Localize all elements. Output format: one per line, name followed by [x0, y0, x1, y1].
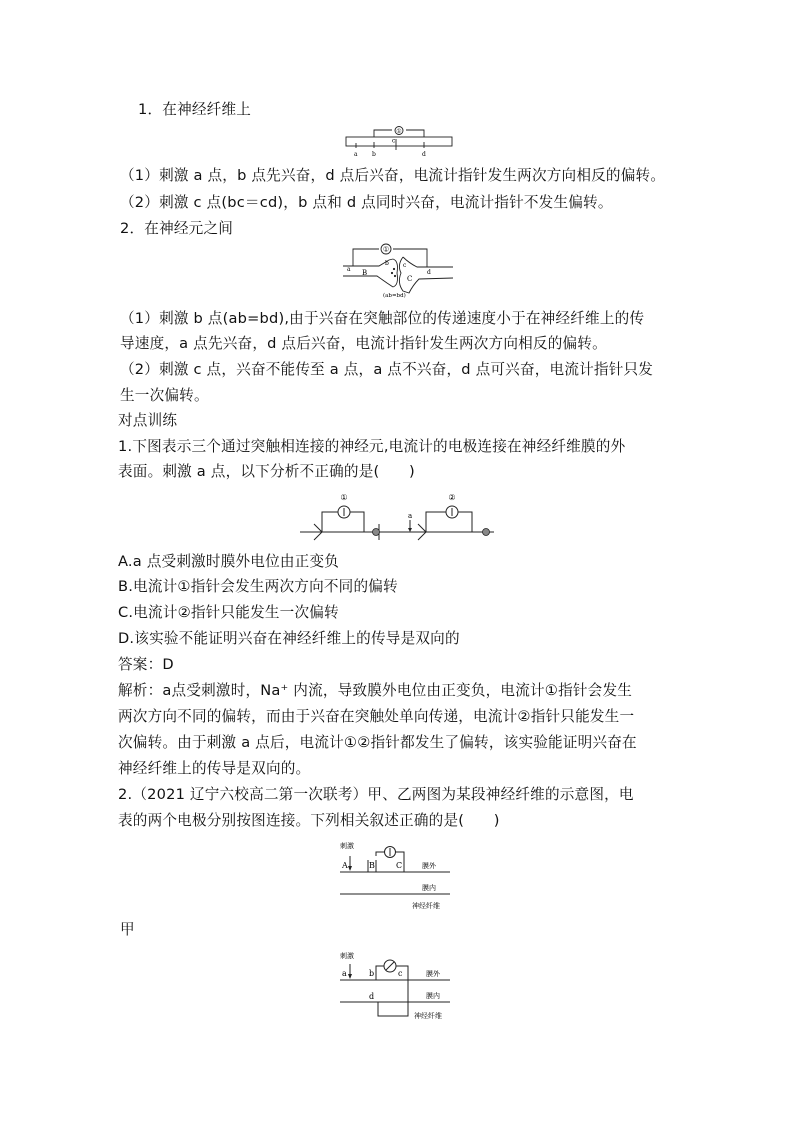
q2-line2: 表的两个电极分别按图连接。下列相关叙述正确的是( )	[118, 812, 500, 829]
figure-three-neurons	[298, 490, 494, 546]
q1-option-c: C.电流计②指针只能发生一次偏转	[118, 604, 339, 621]
meter-label: ①	[382, 245, 390, 254]
section2-p2-line1: （2）刺激 c 点，兴奋不能传至 a 点，a 点不兴奋，d 点可兴奋，电流计指针只发	[120, 361, 654, 378]
meter2-label: ②	[448, 493, 456, 502]
label-b: b	[372, 151, 376, 158]
label-c: c	[392, 137, 396, 145]
q1-option-d: D.该实验不能证明兴奋在神经纤维上的传导是双向的	[118, 630, 460, 647]
q1-analysis-line4: 神经纤维上的传导是双向的。	[118, 760, 311, 777]
label-B: B	[369, 861, 375, 870]
q1-analysis-line3: 次偏转。由于刺激 a 点后，电流计①②指针都发生了偏转，该实验能证明兴奋在	[118, 734, 637, 751]
label-inside: 膜内	[426, 992, 440, 1000]
figure-synapse-meter	[341, 243, 456, 299]
section1-line2: （2）刺激 c 点(bc＝cd)，b 点和 d 点同时兴奋，电流计指针不发生偏转。	[120, 194, 613, 211]
label-fiber: 神经纤维	[414, 1012, 442, 1020]
label-a: a	[347, 266, 351, 273]
label-stim: 刺激	[340, 952, 354, 960]
q1-analysis-line1: 解析：a点受刺激时，Na⁺ 内流，导致膜外电位由正变负，电流计①指针会发生	[118, 682, 633, 699]
figure-fiber-meter	[344, 126, 454, 158]
label-a: a	[408, 512, 413, 520]
q1-analysis-line2: 两次方向不同的偏转，而由于兴奋在突触处单向传递，电流计②指针只能发生一	[118, 708, 635, 725]
q1-answer: 答案：D	[118, 656, 174, 673]
label-fiber: 神经纤维	[412, 902, 440, 910]
label-inside: 膜内	[422, 884, 436, 892]
label-c: c	[398, 969, 403, 978]
label-b: b	[385, 260, 389, 267]
section2-p1-line1: （1）刺激 b 点(ab=bd),由于兴奋在突触部位的传递速度小于在神经纤维上的传	[120, 310, 645, 327]
label-d: d	[422, 151, 426, 158]
meter-label: ①	[396, 128, 402, 135]
label-c: c	[403, 262, 407, 269]
q1-option-a: A.a 点受刺激时膜外电位由正变负	[118, 553, 340, 570]
label-outside: 膜外	[422, 862, 436, 870]
q2-line1: 2.（2021 辽宁六校高二第一次联考）甲、乙两图为某段神经纤维的示意图，电	[118, 786, 634, 803]
label-b: b	[369, 969, 375, 978]
label-C: C	[407, 275, 413, 283]
section2-heading: 2．在神经元之间	[120, 220, 234, 237]
q1-option-b: B.电流计①指针会发生两次方向不同的偏转	[118, 578, 398, 595]
label-B: B	[362, 269, 368, 277]
figure-yi	[338, 946, 468, 1026]
label-A: A	[342, 861, 348, 870]
label-a: a	[342, 969, 347, 978]
note-ab-bd: (ab=bd)	[383, 293, 406, 299]
figure-jia	[338, 838, 468, 912]
practice-title: 对点训练	[118, 412, 178, 429]
label-C: C	[396, 861, 403, 870]
section2-p2-line2: 生一次偏转。	[120, 387, 209, 404]
label-d: d	[369, 992, 375, 1001]
label-stim: 刺激	[340, 842, 354, 850]
section1-line1: （1）刺激 a 点，b 点先兴奋，d 点后兴奋，电流计指针发生两次方向相反的偏转。	[120, 167, 666, 184]
label-jia: 甲	[120, 921, 135, 938]
label-outside: 膜外	[426, 970, 440, 978]
label-d: d	[427, 269, 431, 276]
section2-p1-line2: 导速度，a 点先兴奋，d 点后兴奋，电流计指针发生两次方向相反的偏转。	[120, 335, 607, 352]
label-a: a	[354, 151, 358, 158]
q1-line1: 1.下图表示三个通过突触相连接的神经元,电流计的电极连接在神经纤维膜的外	[118, 438, 626, 455]
section1-heading: 1．在神经纤维上	[138, 101, 252, 118]
q1-line2: 表面。刺激 a 点，以下分析不正确的是( )	[118, 463, 415, 480]
meter1-label: ①	[340, 493, 348, 502]
